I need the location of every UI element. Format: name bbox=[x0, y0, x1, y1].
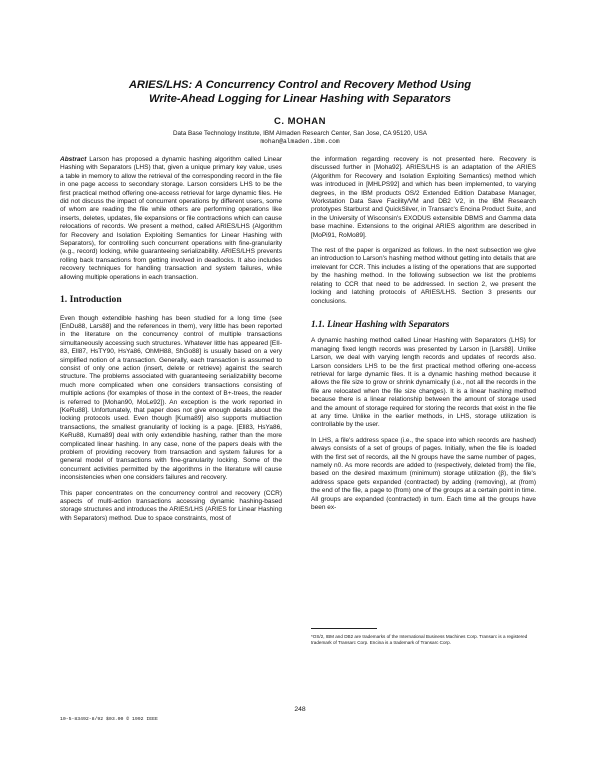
title-block bbox=[60, 78, 540, 146]
subsection-heading-linear-hashing: 1.1. Linear Hashing with Separators bbox=[311, 318, 450, 329]
right-column bbox=[311, 156, 536, 516]
right-paragraph-2: The rest of the paper is organized as follows. In the next subsection we give an introduction to Larson's hashing method without getting into details that are irrelevant for CCR. This includes a listing of the operations that are supported by the hashing method. In the following subsection we list the problems relating to CCR that need to be addressed. In section 2, we present the locking and latching protocols of ARIES/LHS. Section 3 presents our conclusions. bbox=[311, 247, 536, 305]
introduction-paragraph-1: Even though extendible hashing has been studied for a long time (see [EnDu88, Lars88] and the references in them), very little has been reported in the literature on the concurrency control of multiple transactions simultaneously accessing such structures. Whatever little has appeared [EII-83, Ell87, HsTY90, HsYa86, OhMH88, ShGo88] is usually based on a very simplified notion of a transaction. Generally, each transaction is assumed to consist of only one action (insert, delete or retrieve) against the search structure. The problems associated with guaranteeing serializability become much more complicated when one considers transactions consisting of multiple actions (for examples of those in the context of B+-trees, the reader is referred to [Mohan90, MoLe92]). An exception is the work reported in [KeRu88]. Unfortunately, that paper does not give enough details about the locking protocols used. Even though [Kuma89] also supports multiaction transactions, the smallest granularity of locking is a page. [Ell83, HsYa86, KeRu88, Kuma89] deal with only extendible hashing, rather than the more complicated linear hashing. In any case, none of the papers deals with the problem of providing recovery from transaction and system failures for a general model of transactions with fine-granularity locking. Some of the concurrent activities permitted by the algorithms in the literature will cause inconsistencies when one considers failures and recovery. bbox=[60, 314, 282, 482]
author-name: C. MOHAN bbox=[273, 116, 327, 127]
page-number: 248 bbox=[294, 706, 306, 713]
abstract-text: Larson has proposed a dynamic hashing algorithm called Linear Hashing with Separators (LHS) that, given a unique primary key value, uses a table in memory to allow the retrieval of the corresponding record in the file in one page access to secondary storage. Larson considers LHS to be the first practical method offering one-access retrieval for large dynamic files. He did not discuss the impact of concurrent operations by different users, some of whom are reading the file while others are performing operations like inserts, deletes, updates, file expansions or file contractions which can cause relocations of records. We present a method, called ARIES/LHS (Algorithm for Recovery and Isolation Exploiting Semantics for Linear Hashing with Separators), for controlling such concurrent operations with fine-granularity (e.g., record) locking, while guaranteeing serializability. ARIES/LHS prevents rolling back transactions from getting involved in deadlocks. It also includes recovery techniques for handling transaction and system failures, while allowing multiple operations in each transaction. bbox=[60, 156, 283, 281]
introduction-paragraph-2: This paper concentrates on the concurrency control and recovery (CCR) aspects of multi-action transactions accessing dynamic hashing-based storage structures and introduces the ARIES/LHS (ARIES for Linear Hashing with Separators) method. Due to space constraints, most of bbox=[60, 489, 282, 522]
paper-title-line-1: ARIES/LHS: A Concurrency Control and Recovery Method Using bbox=[128, 79, 472, 91]
subsection-paragraph-1: A dynamic hashing method called Linear Hashing with Separators (LHS) for managing fixed length records was presented by Larson in [Lars88]. Unlike Larson, we deal with varying length records and updates of records also. Larson considers LHS to be the first practical method offering one-access retrieval for large dynamic files. It is a dynamic hashing method because it allows the file size to grow or shrink dynamically (i.e., not all the records in the file are relocated when the file size changes). It is a linear hashing method because there is a linear relationship between the amount of storage used and the amount of storage required for storing the records that exist in the file at any time. Unlike in the earlier methods, in LHS, storage utilization is controllable by the user. bbox=[311, 337, 536, 429]
author-affiliation: Data Base Technology Institute, IBM Almaden Research Center, San Jose, CA 95120, USA bbox=[172, 130, 427, 137]
abstract-paragraph bbox=[60, 156, 282, 282]
left-column bbox=[60, 156, 282, 527]
section-heading-introduction: 1. Introduction bbox=[60, 294, 122, 306]
footnote-divider bbox=[311, 628, 377, 629]
paper-title-line-2: Write-Ahead Logging for Linear Hashing with Separators bbox=[149, 93, 451, 105]
trademark-footnote: *OS/2, IBM and DB2 are trademarks of the International Business Machines Corp. Transarc is a registered trademark of Transarc Corp. Encina is a trademark of Transarc Corp. bbox=[311, 634, 528, 645]
author-email: mohan@almaden.ibm.com bbox=[260, 138, 340, 145]
abstract-label: Abstract bbox=[60, 156, 87, 163]
subsection-paragraph-2: In LHS, a file's address space (i.e., the space into which records are hashed) always consists of a set of groups of pages. Initially, when the file is loaded with the first set of records, all the N groups have the same number of pages, namely n0. As more records are added to (respectively, deleted from) the file, based on the desired maximum (minimum) storage utilization (β), the file's address space gets expanded (contracted) by adding (removing), at (from) the end of the file, a page to (from) one of the groups at a certain point in time. All groups are expanded (contracted) in turn. Each time all the groups have been ex- bbox=[311, 436, 536, 512]
right-paragraph-1: the information regarding recovery is not presented here. Recovery is discussed further in [Moha92]. ARIES/LHS is an adaptation of the ARIES (Algorithm for Recovery and Isolation Exploiting Semantics) method which was introduced in [MHLPS92] and which has been implemented, to varying degrees, in the IBM products OS/2 Extended Edition Database Manager, Workstation Data Save Facility/VM and DB2 V2, in the IBM Research prototypes Starburst and QuickSilver, in Transarc's Encina Product Suite, and in the University of Wisconsin's EXODUS extensible DBMS and Gamma data base machine. Extensions to the original ARIES algorithm are described in [MoPi91, RoMo89]. bbox=[311, 156, 536, 239]
copyright-line: 10-5-83492-8/92 $03.00 © 1992 IEEE bbox=[60, 717, 158, 722]
